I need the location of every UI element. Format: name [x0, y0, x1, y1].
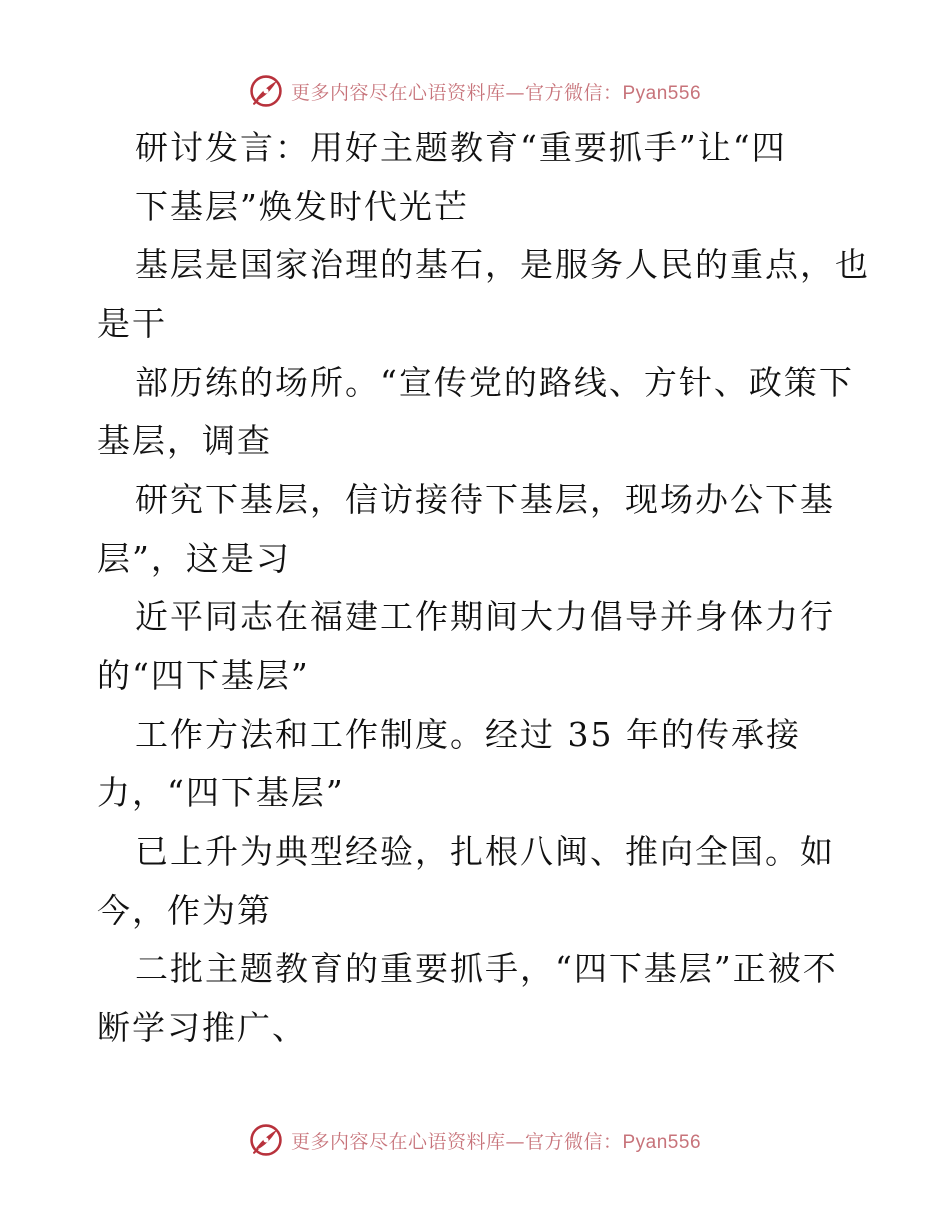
paragraph-line: 基层是国家治理的基石，是服务人民的重点，也 — [135, 245, 870, 284]
document-title-line-2: 下基层”焕发时代光芒 — [135, 187, 469, 226]
paragraph-line: 研究下基层，信访接待下基层，现场办公下基 — [135, 480, 835, 519]
footer-watermark — [0, 1120, 950, 1160]
document-title-line-1: 研讨发言：用好主题教育“重要抓手”让“四 — [135, 128, 787, 167]
paragraph-line: 是干 — [97, 304, 167, 343]
watermark-id: Pyan556 — [622, 82, 702, 104]
paragraph-line: 已上升为典型经验，扎根八闽、推向全国。如 — [135, 832, 835, 871]
paragraph-line: 力，“四下基层” — [97, 773, 345, 812]
paragraph-line: 的“四下基层” — [97, 656, 310, 695]
watermark-text: 更多内容尽在心语资料库—官方微信：Pyan556 — [290, 1130, 702, 1153]
paragraph-line: 层”，这是习 — [97, 539, 291, 578]
paragraph-line: 二批主题教育的重要抓手，“四下基层”正被不 — [135, 949, 838, 988]
paragraph-line: 近平同志在福建工作期间大力倡导并身体力行 — [135, 597, 835, 636]
watermark-text: 更多内容尽在心语资料库—官方微信：Pyan556 — [290, 81, 702, 104]
paragraph-line: 今，作为第 — [97, 891, 272, 930]
paragraph-line: 部历练的场所。“宣传党的路线、方针、政策下 — [135, 363, 854, 402]
paragraph-line: 工作方法和工作制度。经过 35 年的传承接 — [135, 715, 801, 754]
paragraph-line: 断学习推广、 — [97, 1008, 307, 1047]
watermark-id: Pyan556 — [622, 1131, 702, 1153]
feather-pen-logo-icon — [249, 1123, 283, 1157]
paragraph-line: 基层，调查 — [97, 421, 272, 460]
